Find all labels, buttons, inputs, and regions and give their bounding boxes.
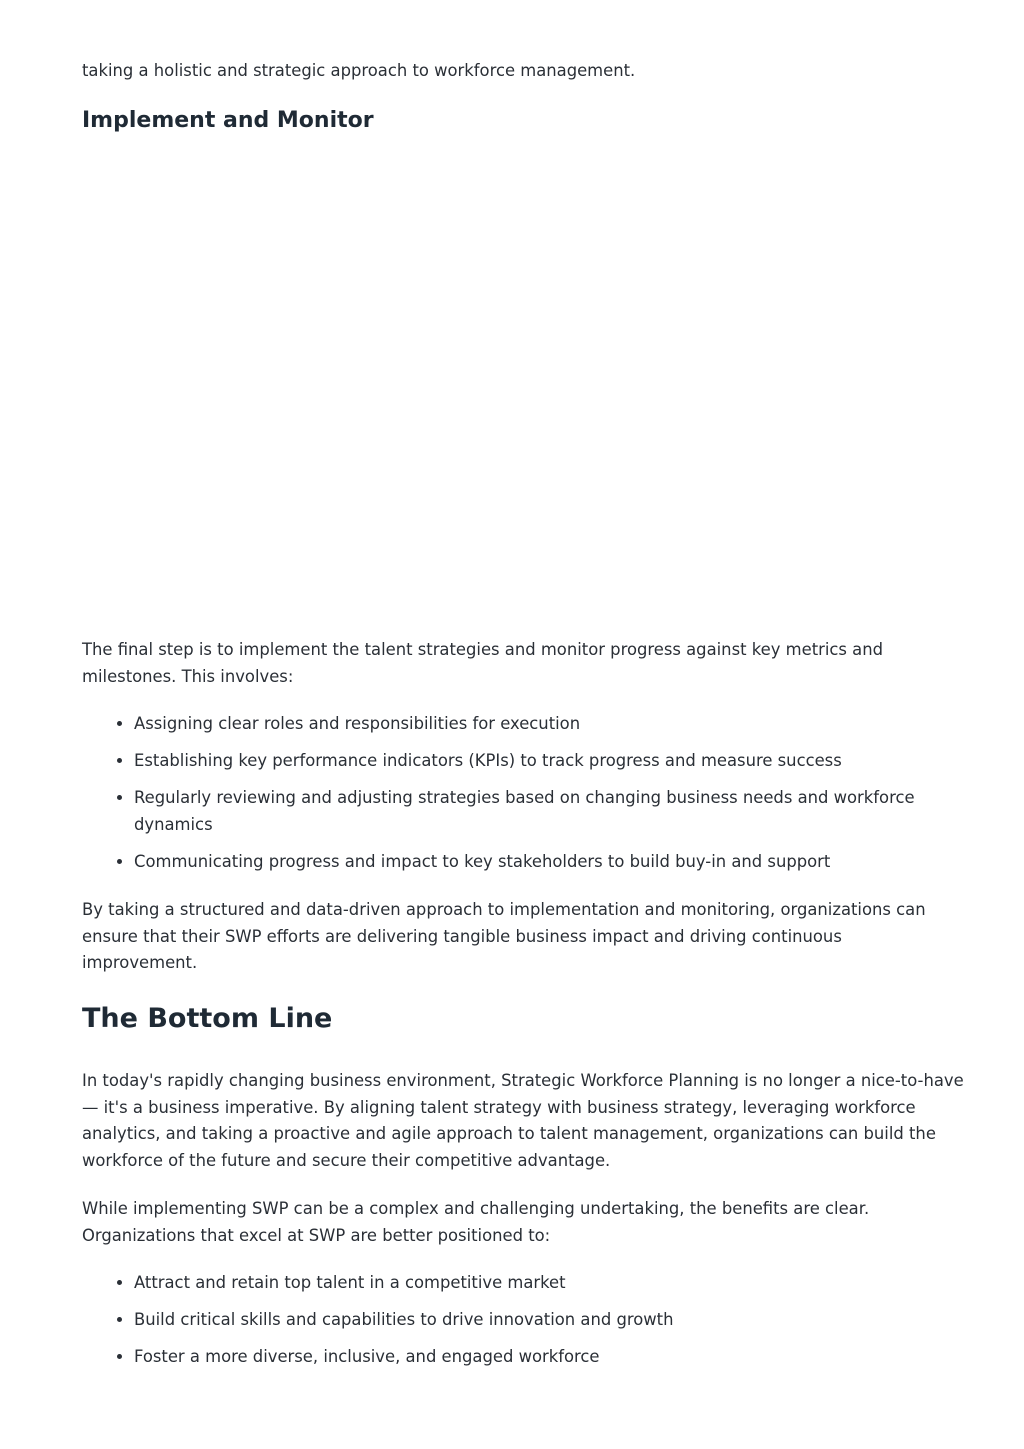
implement-monitor-heading: Implement and Monitor: [82, 108, 374, 133]
list-item: • Establishing key performance indicators (KPIs) to track progress and measure success: [134, 748, 972, 775]
image-placeholder: [82, 150, 972, 620]
list-item: • Regularly reviewing and adjusting strategies based on changing business needs and workforce dynamics: [134, 785, 972, 838]
list-item: • Foster a more diverse, inclusive, and engaged workforce: [134, 1344, 972, 1371]
list-item: • Attract and retain top talent in a competitive market: [134, 1270, 972, 1297]
implement-paragraph: The final step is to implement the talent strategies and monitor progress against key metrics and milestones. This involves:: [82, 640, 884, 686]
benefits-bullet-list: [114, 1270, 972, 1381]
bottom-line-paragraph-1: In today's rapidly changing business environment, Strategic Workforce Planning is no longer a nice-to-have — it's a business imperative. By aligning talent strategy with business strategy, leveraging workforce analytics, and taking a proactive and agile approach to talent management, organizations can build the workforce of the future and secure their competitive advantage.: [82, 1071, 964, 1170]
list-item: • Communicating progress and impact to key stakeholders to build buy-in and support: [134, 849, 972, 876]
implement-closing-paragraph: By taking a structured and data-driven approach to implementation and monitoring, organizations can ensure that their SWP efforts are delivering tangible business impact and driving continuous improvement.: [82, 900, 926, 973]
list-item: • Assigning clear roles and responsibilities for execution: [134, 711, 972, 738]
bottom-line-heading: The Bottom Line: [82, 1003, 333, 1034]
implement-bullet-list: [114, 711, 972, 886]
list-item: • Build critical skills and capabilities to drive innovation and growth: [134, 1307, 972, 1334]
bottom-line-paragraph-2: While implementing SWP can be a complex and challenging undertaking, the benefits are clear. Organizations that excel at SWP are better positioned to:: [82, 1199, 870, 1245]
intro-paragraph: taking a holistic and strategic approach to workforce management.: [82, 61, 636, 80]
